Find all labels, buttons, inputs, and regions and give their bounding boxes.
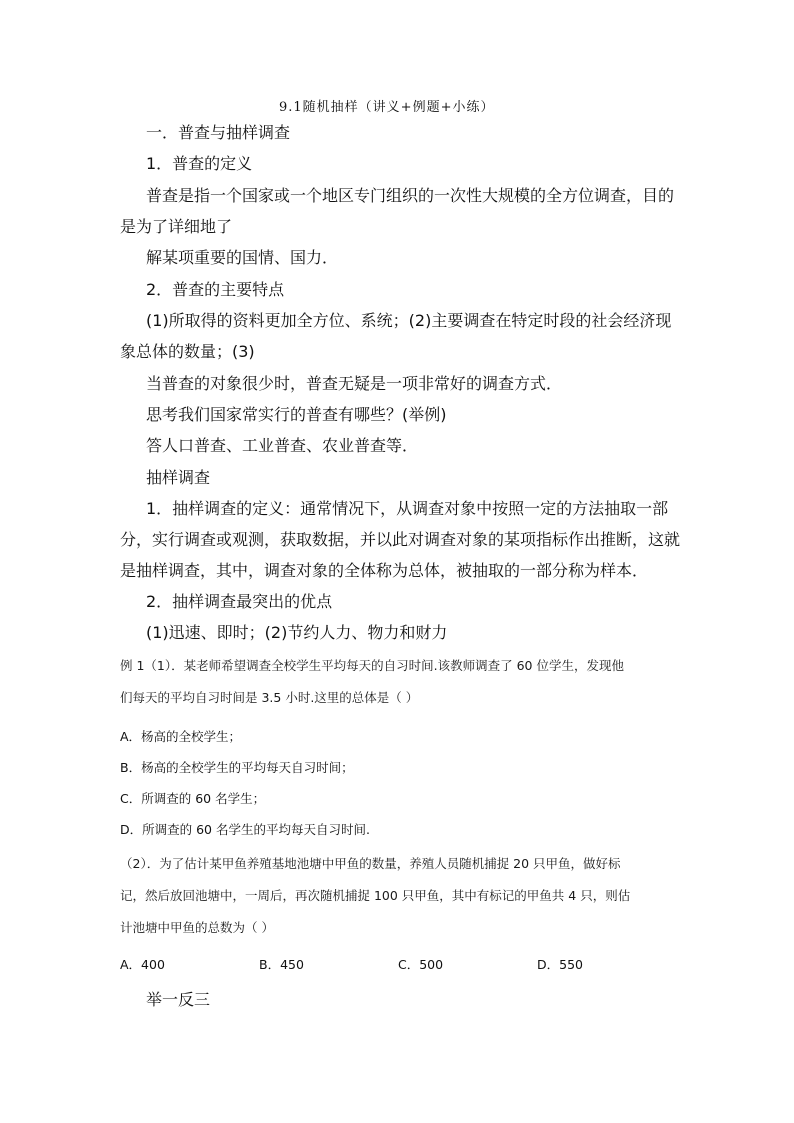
example-1-question-1-line-1: 例 1（1）．某老师希望调查全校学生平均每天的自习时间.该教师调查了 60 位学生，发现他 <box>120 658 624 673</box>
census-question: 思考我们国家常实行的普查有哪些？(举例) <box>146 405 447 424</box>
example-1-question-2-line-1: （2）．为了估计某甲鱼养殖基地池塘中甲鱼的数量，养殖人员随机捕捉 20 只甲鱼，做好标 <box>120 856 621 871</box>
census-definition-line-2: 是为了详细地了 <box>120 217 233 236</box>
example-1-question-2-option-c: C．500 <box>398 957 444 972</box>
census-definition-line-1: 普查是指一个国家或一个地区专门组织的一次性大规模的全方位调查，目的 <box>146 186 675 205</box>
census-features-line-2: 象总体的数量；(3) <box>120 342 255 361</box>
example-1-question-1-option-d: D．所调查的 60 名学生的平均每天自习时间. <box>120 822 370 837</box>
example-1-question-1-option-a: A．杨高的全校学生； <box>120 729 242 744</box>
example-1-question-1-line-2: 们每天的平均自习时间是 3.5 小时.这里的总体是（ ） <box>120 690 419 705</box>
census-answer: 答人口普查、工业普查、农业普查等． <box>146 436 419 455</box>
document-title: 9.1随机抽样（讲义+例题+小练） <box>279 100 495 115</box>
sampling-advantage-line: (1)迅速、即时；(2)节约人力、物力和财力 <box>146 623 448 642</box>
example-1-question-2-option-d: D．550 <box>537 957 583 972</box>
section-heading-census-sampling: 一．普查与抽样调查 <box>146 123 291 142</box>
sampling-advantage-heading: 2．抽样调查最突出的优点 <box>146 592 333 611</box>
census-definition-line-3: 解某项重要的国情、国力． <box>146 248 339 267</box>
example-1-question-2-line-3: 计池塘中甲鱼的总数为（ ） <box>120 920 274 935</box>
census-features-heading: 2．普查的主要特点 <box>146 280 285 299</box>
sampling-definition-line-2: 分，实行调查或观测，获取数据，并以此对调查对象的某项指标作出推断，这就 <box>120 530 681 549</box>
census-features-line-3: 当普查的对象很少时，普查无疑是一项非常好的调查方式． <box>146 374 563 393</box>
example-1-question-2-option-b: B．450 <box>259 957 304 972</box>
example-1-question-2-option-a: A．400 <box>120 957 165 972</box>
practice-heading: 举一反三 <box>146 990 211 1009</box>
sampling-heading: 抽样调查 <box>146 468 211 487</box>
example-1-question-2-line-2: 记，然后放回池塘中，一周后，再次随机捕捉 100 只甲鱼，其中有标记的甲鱼共 4 只，则估 <box>120 888 631 903</box>
example-1-question-1-option-c: C．所调查的 60 名学生； <box>120 791 266 806</box>
census-features-line-1: (1)所取得的资料更加全方位、系统；(2)主要调查在特定时段的社会经济现 <box>146 311 672 330</box>
sampling-definition-line-3: 是抽样调查，其中，调查对象的全体称为总体，被抽取的一部分称为样本． <box>120 561 649 580</box>
example-1-question-1-option-b: B．杨高的全校学生的平均每天自习时间； <box>120 760 354 775</box>
census-definition-heading: 1．普查的定义 <box>146 154 253 173</box>
sampling-definition-line-1: 1．抽样调查的定义：通常情况下，从调查对象中按照一定的方法抽取一部 <box>146 499 669 518</box>
